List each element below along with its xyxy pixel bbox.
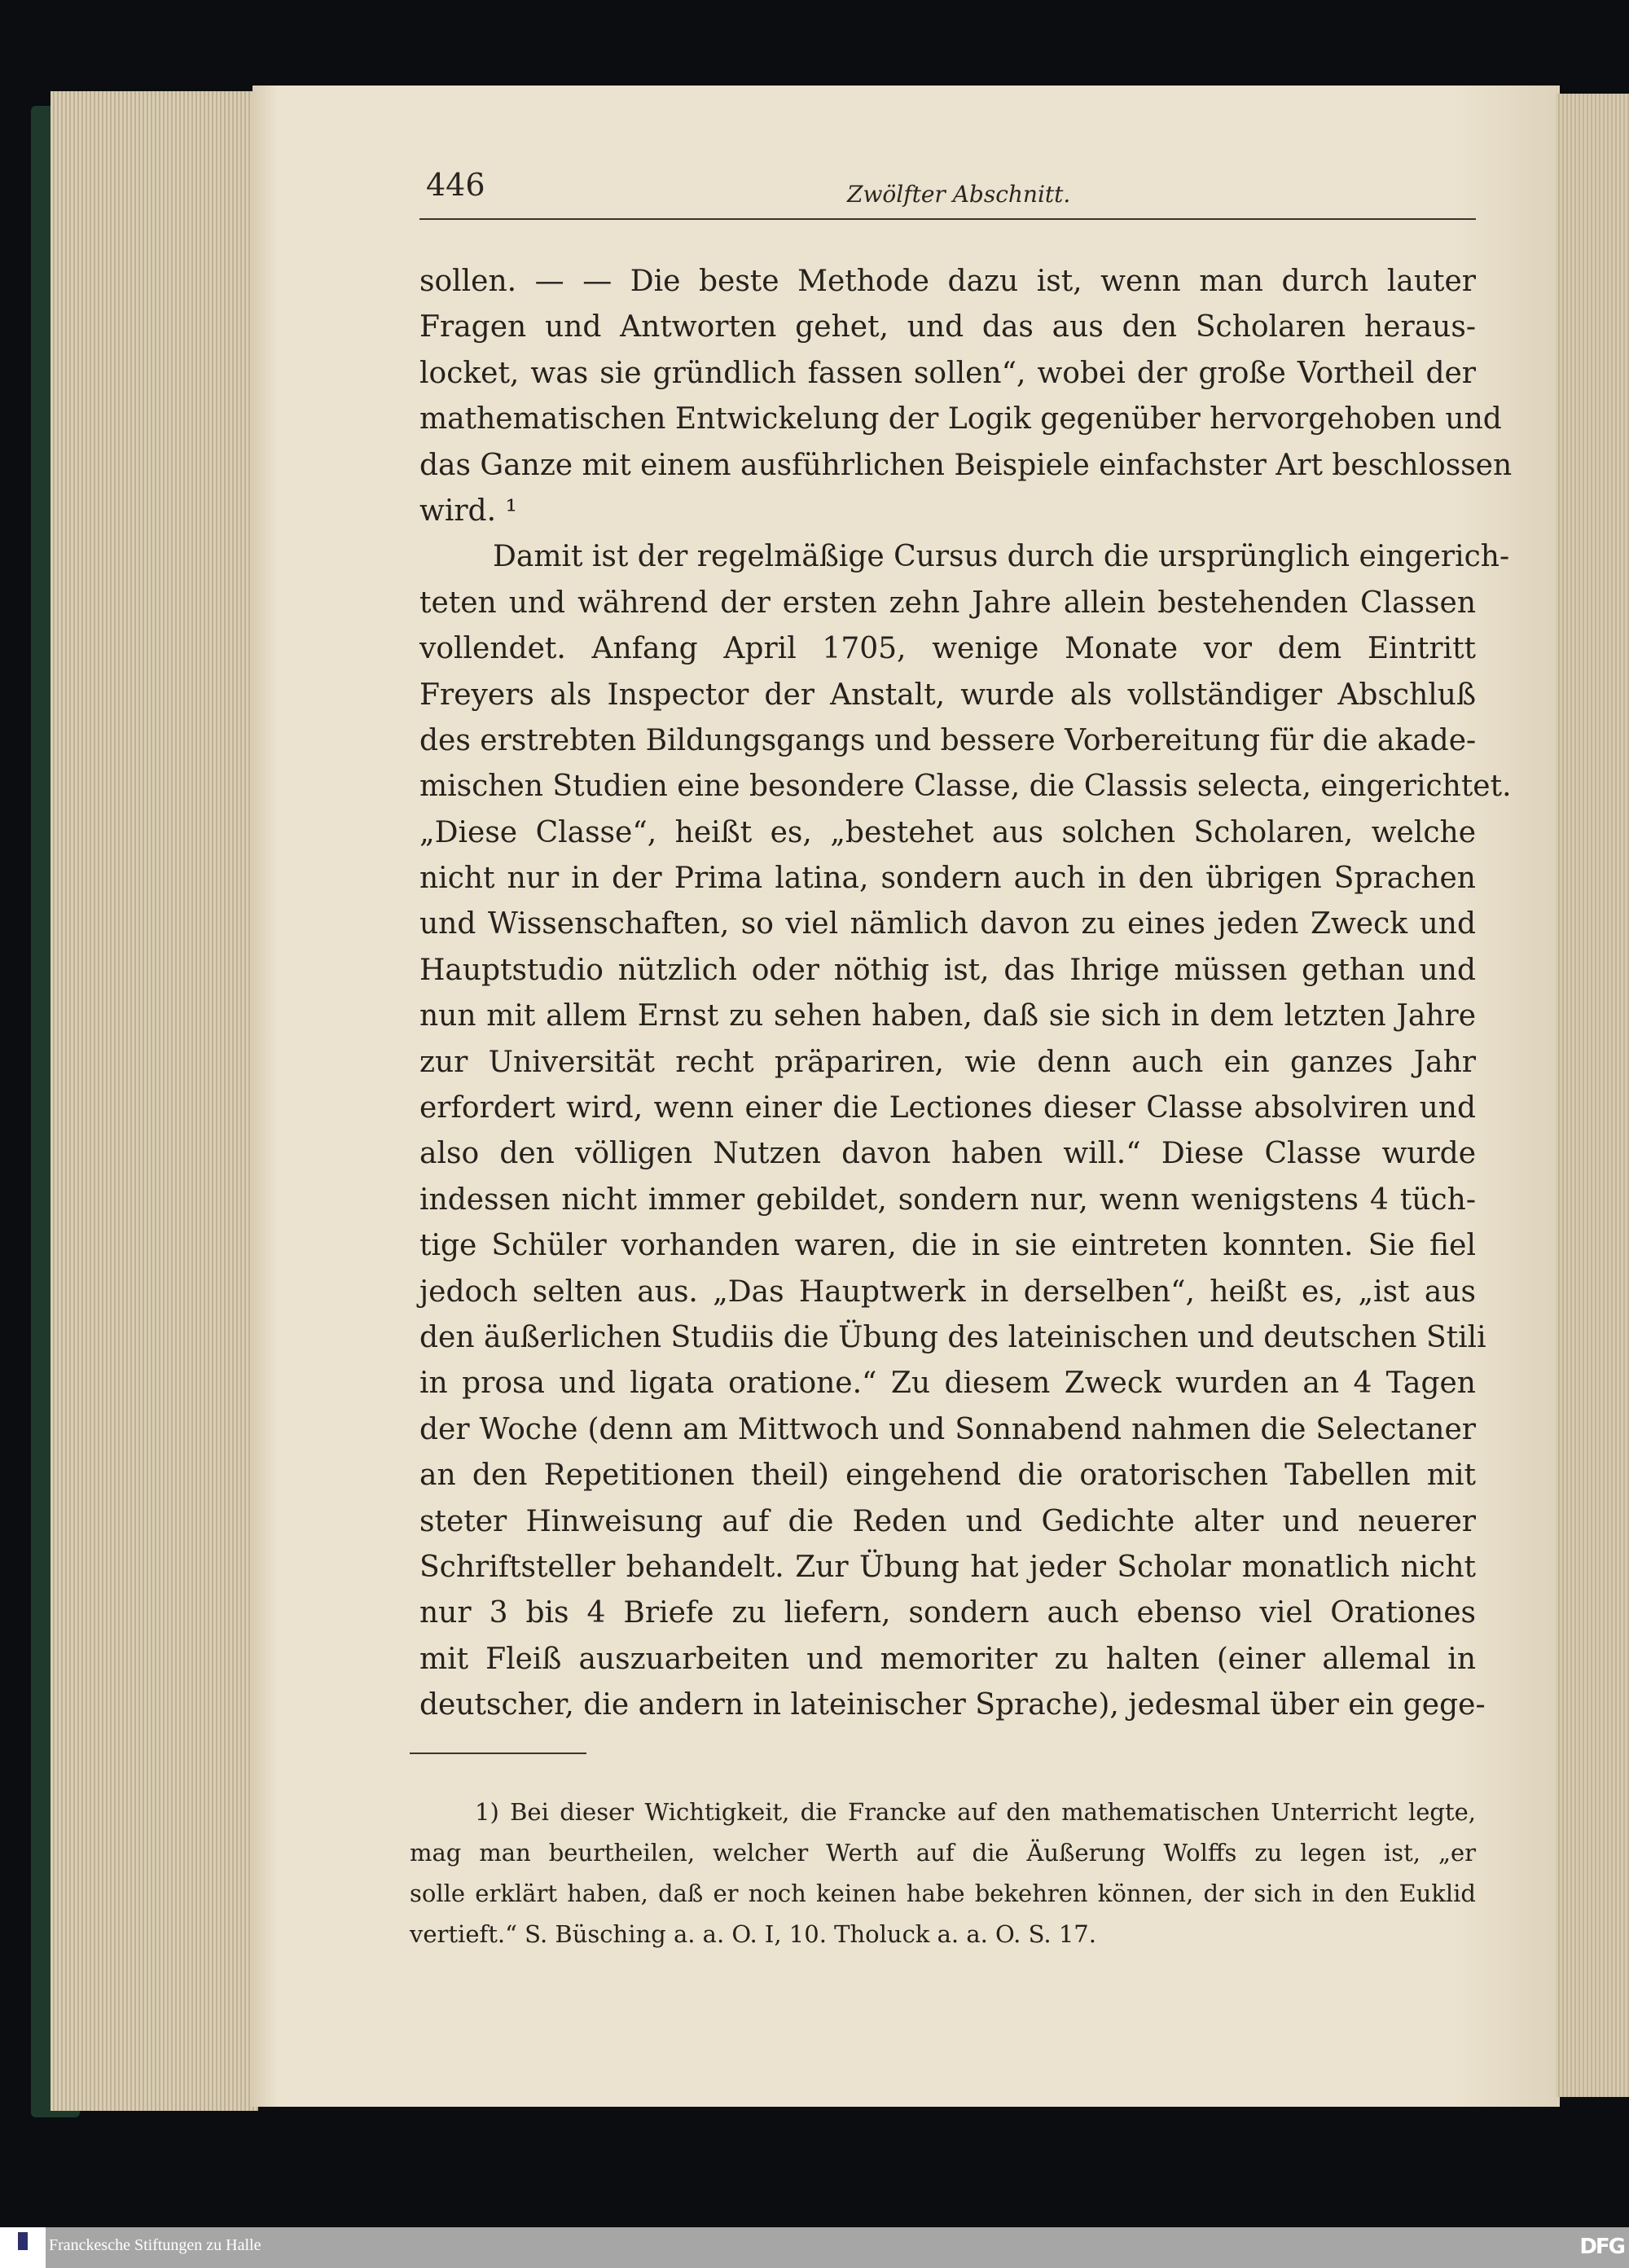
text-line: erfordert wird, wenn einer die Lectiones dieser Classe absolviren und [419,1091,1476,1125]
text-line: mischen Studien eine besondere Classe, die Classis selecta, eingerichtet. [419,770,1512,804]
text-line: wird. ¹ [419,494,517,528]
institution-name: Franckesche Stiftungen zu Halle [49,2236,261,2254]
footnote-line: 1) Bei dieser Wichtigkeit, die Francke auf den mathematischen Unterricht legte, [475,1798,1476,1826]
text-line: jedoch selten aus. „Das Hauptwerk in derselben“, heißt es, „ist aus [419,1274,1476,1309]
text-line: indessen nicht immer gebildet, sondern nur, wenn wenigstens 4 tüch- [419,1182,1476,1217]
header-rule [419,218,1476,220]
text-line: den äußerlichen Studiis die Übung des lateinischen und deutschen Stili [419,1320,1486,1354]
text-line: Damit ist der regelmäßige Cursus durch die ursprünglich eingerich- [493,540,1510,574]
footnote [410,1792,1476,1954]
text-line: also den völligen Nutzen davon haben will.“ Diese Classe wurde [419,1137,1476,1171]
right-page-stack [1556,94,1629,2097]
viewer-footer-bar [0,2227,1629,2268]
text-line: locket, was sie gründlich fassen sollen“, wobei der große Vortheil der [419,356,1476,390]
text-line: tige Schüler vorhanden waren, die in sie eintreten konnten. Sie fiel [419,1229,1476,1263]
page-number: 446 [426,167,485,203]
text-line: vollendet. Anfang April 1705, wenige Monate vor dem Eintritt [419,632,1476,666]
institution-logo [0,2227,46,2268]
left-page-stack [50,91,258,2111]
text-line: und Wissenschaften, so viel nämlich davon zu eines jeden Zweck und [419,907,1476,941]
footnote-line: mag man beurtheilen, welcher Werth auf die Äußerung Wolffs zu legen ist, „er [410,1839,1476,1867]
text-line: nur 3 bis 4 Briefe zu liefern, sondern auch ebenso viel Orationes [419,1596,1476,1630]
text-line: sollen. — — Die beste Methode dazu ist, wenn man durch lauter [419,265,1476,298]
text-line: mathematischen Entwickelung der Logik gegenüber hervorgehoben und [419,402,1502,436]
text-line: „Diese Classe“, heißt es, „bestehet aus solchen Scholaren, welche [419,815,1476,849]
body-text [419,259,1513,1729]
text-line: in prosa und ligata oratione.“ Zu diesem Zweck wurden an 4 Tagen [419,1367,1476,1401]
running-head: Zwölfter Abschnitt. [847,181,1071,208]
text-line: das Ganze mit einem ausführlichen Beispiele einfachster Art beschlossen [419,448,1513,482]
text-line: mit Fleiß auszuarbeiten und memoriter zu halten (einer allemal in [419,1642,1476,1676]
text-line: deutscher, die andern in lateinischer Sprache), jedesmal über ein gege- [419,1688,1486,1722]
text-line: Fragen und Antworten gehet, und das aus den Scholaren heraus- [419,310,1476,344]
text-line: Freyers als Inspector der Anstalt, wurde als vollständiger Abschluß [419,678,1476,712]
text-line: nun mit allem Ernst zu sehen haben, daß sie sich in dem letzten Jahre [419,999,1476,1033]
text-line: steter Hinweisung auf die Reden und Gedichte alter und neuerer [419,1504,1476,1538]
footnote-line: vertieft.“ S. Büsching a. a. O. I, 10. Tholuck a. a. O. S. 17. [410,1920,1096,1948]
logo-figure-icon [18,2232,28,2250]
text-line: Schriftsteller behandelt. Zur Übung hat jeder Scholar monatlich nicht [419,1550,1476,1584]
footnote-line: solle erklärt haben, daß er noch keinen habe bekehren können, der sich in den Euklid [410,1880,1476,1907]
text-line: Hauptstudio nützlich oder nöthig ist, das Ihrige müssen gethan und [419,953,1476,987]
text-line: nicht nur in der Prima latina, sondern auch in den übrigen Sprachen [419,862,1476,896]
text-line: an den Repetitionen theil) eingehend die oratorischen Tabellen mit [419,1459,1476,1493]
text-line: teten und während der ersten zehn Jahre allein bestehenden Classen [419,586,1476,620]
text-line: zur Universität recht präpariren, wie denn auch ein ganzes Jahr [419,1045,1476,1079]
text-line: des erstrebten Bildungsgangs und bessere Vorbereitung für die akade- [419,723,1477,757]
footnote-rule [410,1753,586,1754]
dfg-logo: DFG [1579,2235,1624,2259]
text-line: der Woche (denn am Mittwoch und Sonnabend nahmen die Selectaner [419,1412,1476,1446]
